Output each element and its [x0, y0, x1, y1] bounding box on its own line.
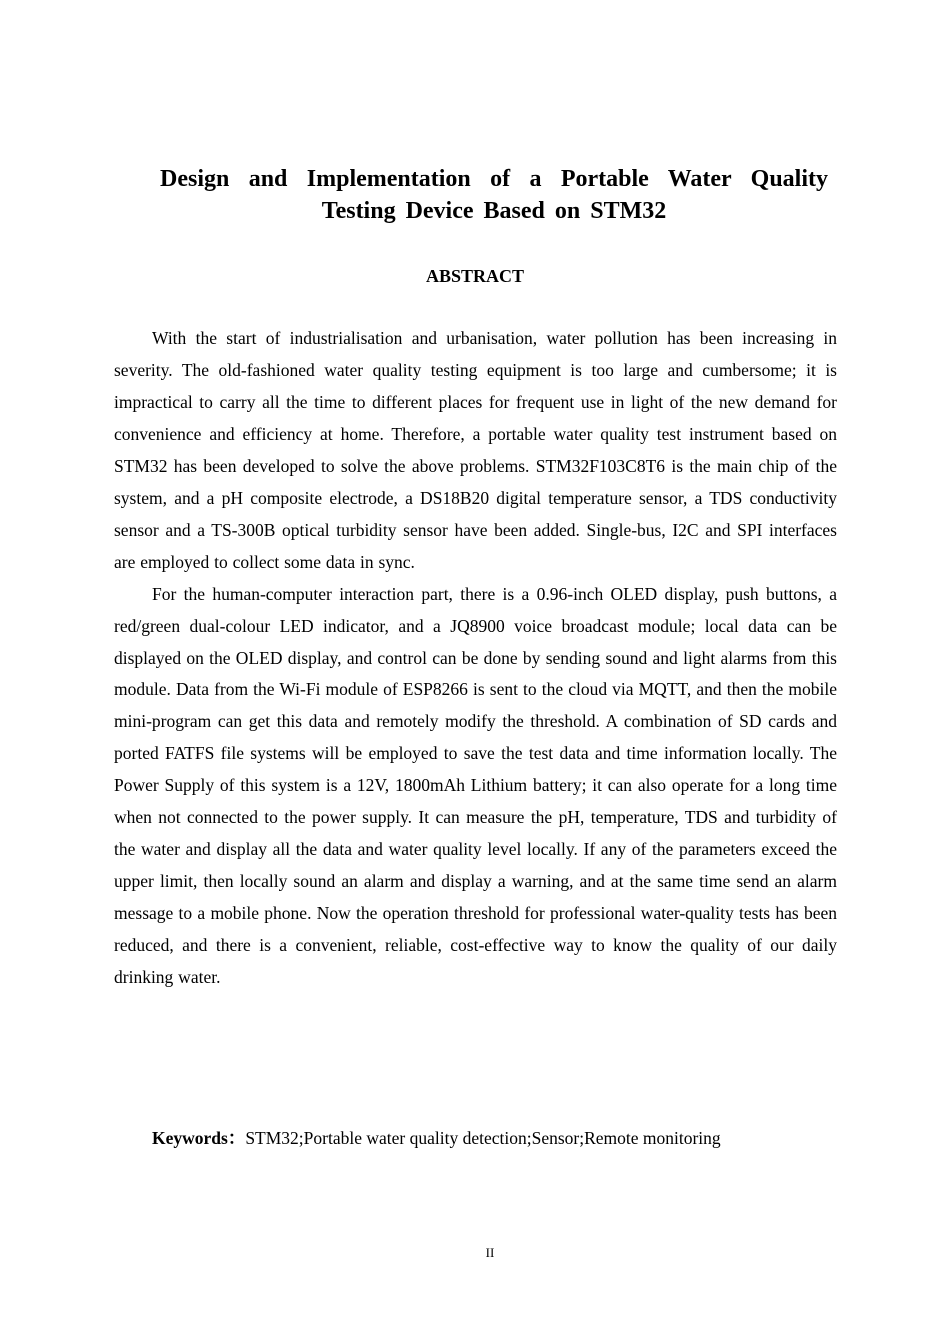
keywords-label: Keywords：: [152, 1128, 246, 1148]
page-number: II: [485, 1245, 495, 1260]
abstract-paragraph-1: With the start of industrialisation and urbanisation, water pollution has been increasing in severity. The old-fashioned water quality testing equipment is too large and cumbersome; it is impractical to carry all the time to different places for frequent use in light of the new demand for convenience and efficiency at home. Therefore, a portable water quality test instrument based on STM32 has been developed to solve the above problems. STM32F103C8T6 is the main chip of the system, and a pH composite electrode, a DS18B20 digital temperature sensor, a TDS conductivity sensor and a TS-300B optical turbidity sensor have been added. Single-bus, I2C and SPI interfaces are employed to collect some data in sync.: [114, 328, 837, 572]
keywords-line: [152, 1125, 837, 1151]
abstract-heading: ABSTRACT: [425, 266, 525, 286]
paper-title: Design and Implementation of a Portable Water Quality Testing Device Based on STM32: [160, 166, 828, 224]
keywords-text: STM32;Portable water quality detection;Sensor;Remote monitoring: [245, 1128, 721, 1148]
abstract-paragraph-2: For the human-computer interaction part, there is a 0.96-inch OLED display, push buttons, a red/green dual-colour LED indicator, and a JQ8900 voice broadcast module; local data can be displayed on the OLED display, and control can be done by sending sound and light alarms from this module. Data from the Wi-Fi module of ESP8266 is sent to the cloud via MQTT, and then the mobile mini-program can get this data and remotely modify the threshold. A combination of SD cards and ported FATFS file systems will be employed to save the test data and time information locally. The Power Supply of this system is a 12V, 1800mAh Lithium battery; it can also operate for a long time when not connected to the power supply. It can measure the pH, temperature, TDS and turbidity of the water and display all the data and water quality level locally. If any of the parameters exceed the upper limit, then locally sound an alarm and display a warning, and at the same time send an alarm message to a mobile phone. Now the operation threshold for professional water-quality tests has been reduced, and there is a convenient, reliable, cost-effective way to know the quality of our daily drinking water.: [114, 583, 837, 988]
abstract-body: [114, 323, 837, 994]
